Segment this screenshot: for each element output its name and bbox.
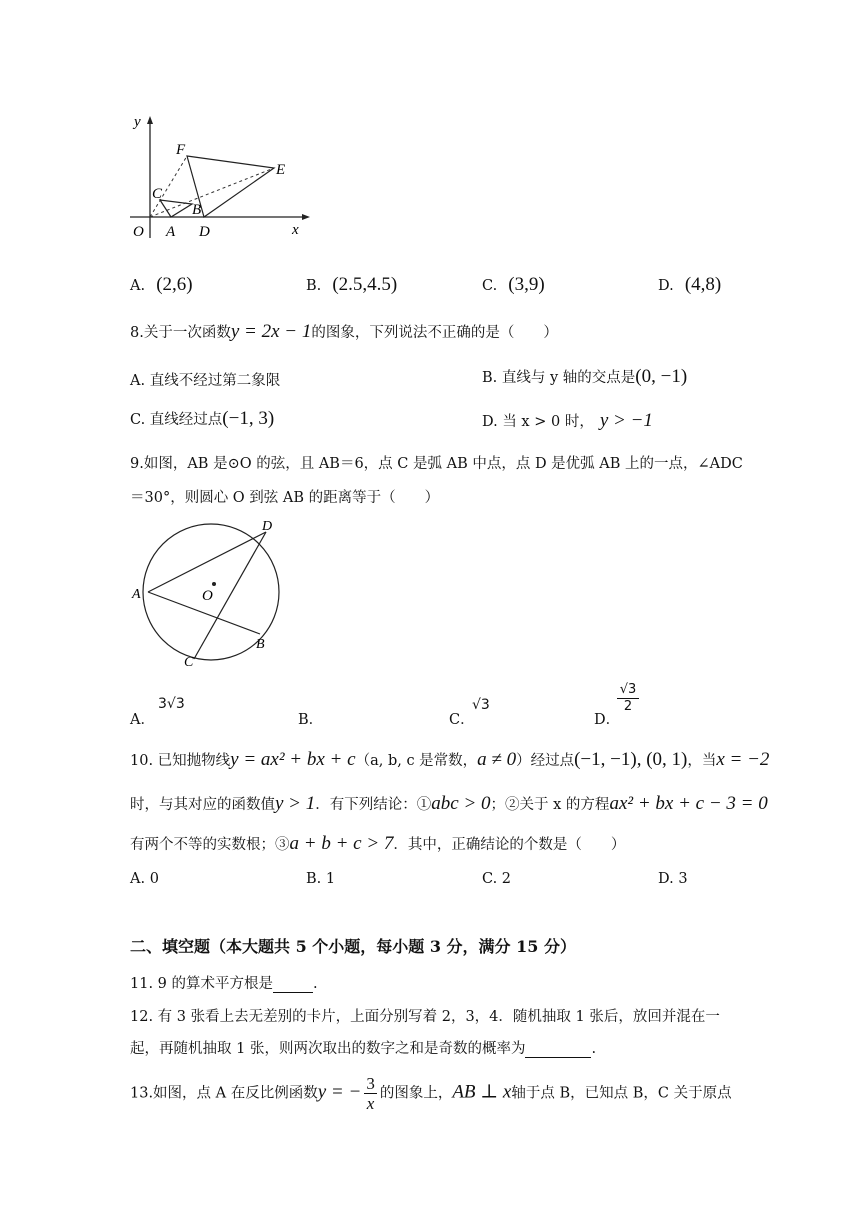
point-B-label: B (192, 202, 202, 218)
q7-option-d-value: (4,8) (684, 274, 722, 295)
q12-line2: 起，再随机抽取 1 张，则两次取出的数字之和是奇数的概率为 . (130, 1041, 597, 1057)
axis-x-label: x (292, 222, 299, 238)
circle-figure (126, 514, 286, 674)
q8-option-b: B. 直线与 y 轴的交点是(0, −1) (482, 366, 688, 387)
q9-option-d-numerator: √3 (617, 682, 639, 699)
q9-option-d-denominator: 2 (623, 699, 633, 714)
q9-option-a-label: A． (130, 712, 155, 728)
q7-option-b: B. (2.5,4.5) (306, 274, 398, 295)
circle-point-A-label: A (132, 587, 141, 602)
q9-option-d-fraction (617, 682, 639, 715)
axis-y-label: y (134, 114, 141, 130)
q10-option-a: A. 0 (130, 871, 159, 887)
q10-line3: 有两个不等的实数根；③a + b + c > 7．其中，正确结论的个数是（ ） (130, 833, 626, 854)
q8-function: y = 2x − 1 (230, 321, 312, 342)
point-C-label: C (152, 186, 163, 202)
q10-option-b: B. 1 (306, 871, 336, 887)
q9-option-c-value: √3 (472, 697, 490, 713)
q10-line2: 时，与其对应的函数值y > 1．有下列结论：①abc > 0；②关于 x 的方程ax² + bx + c − 3 = 0 (130, 793, 768, 814)
point-D-label: D (199, 224, 210, 240)
point-O-label: O (133, 224, 144, 240)
point-E-label: E (276, 162, 286, 178)
q9-option-d-label: D． (594, 712, 621, 728)
q7-option-b-value: (2.5,4.5) (332, 274, 398, 295)
q13-fraction (364, 1074, 377, 1113)
q8-option-d: D. 当 x > 0 时， y > −1 (482, 410, 653, 431)
q11-answer-blank[interactable] (273, 976, 313, 993)
section-heading: 二、填空题（本大题共 5 个小题，每小题 3 分，满分 15 分） (130, 937, 576, 956)
q10-option-d: D. 3 (658, 871, 688, 887)
q10-line1: 10. 已知抛物线y = ax² + bx + c（a, b, c 是常数，a ≠ 0）经过点(−1, −1), (0, 1)，当x = −2 (130, 749, 770, 770)
circle-point-D-label: D (262, 519, 273, 534)
q13-numerator: 3 (366, 1074, 375, 1093)
q8-option-c: C. 直线经过点(−1, 3) (130, 408, 275, 429)
q11: 11. 9 的算术平方根是 . (130, 976, 318, 992)
q7-option-a-value: (2,6) (156, 274, 193, 295)
circle-point-B-label: B (256, 637, 265, 652)
q9-option-b-label: B． (298, 712, 324, 728)
q10-option-c: C. 2 (482, 871, 512, 887)
q9-option-a-value: 3√3 (158, 696, 185, 712)
q7-option-c: C. (3,9) (482, 274, 545, 295)
q9-stem-line2: ＝30°，则圆心 O 到弦 AB 的距离等于（ ） (130, 490, 440, 506)
circle-point-O-label: O (202, 588, 213, 604)
q7-option-c-value: (3,9) (508, 274, 545, 295)
q12-line1: 12. 有 3 张看上去无差别的卡片，上面分别写着 2，3，4．随机抽取 1 张后，放回并混在一 (130, 1009, 720, 1025)
point-A-label: A (166, 224, 176, 240)
q9-option-c-label: C． (449, 712, 475, 728)
point-F-label: F (176, 142, 186, 158)
q9-stem-line1: 9.如图，AB 是⊙O 的弦，且 AB＝6，点 C 是弧 AB 中点，点 D 是优弧 AB 上的一点，∠ADC (130, 456, 743, 472)
circle-point-C-label: C (184, 655, 194, 670)
q7-option-a: A. (2,6) (130, 274, 193, 295)
q8-option-a: A. 直线不经过第二象限 (130, 373, 281, 389)
coordinate-figure (126, 110, 316, 245)
q12-answer-blank[interactable] (525, 1041, 591, 1058)
q13-line1: 13.如图，点 A 在反比例函数y = − $\frac{3}{x}$ 的图象上，AB ⊥ x轴于点 B，已知点 B，C 关于原点 (130, 1074, 732, 1113)
q13-denominator: x (366, 1094, 375, 1113)
q7-option-d: D. (4,8) (658, 274, 722, 295)
q8-stem: 8.关于一次函数y = 2x − 1的图象，下列说法不正确的是（ ） (130, 321, 558, 342)
